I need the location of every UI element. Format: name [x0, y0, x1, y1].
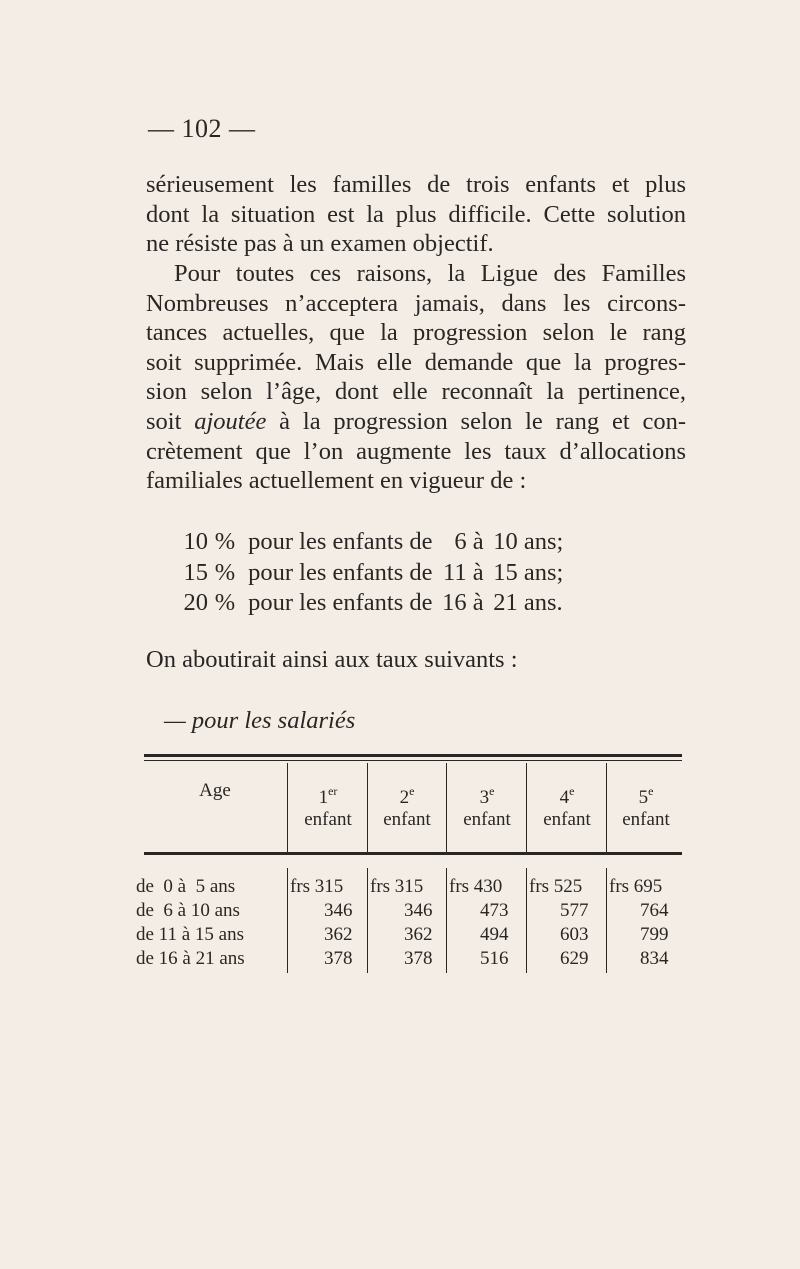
percentage-row [172, 558, 563, 589]
table-cell: 346 [324, 900, 353, 921]
header-sup: e [489, 784, 495, 798]
table-cell: 494 [480, 924, 509, 945]
header-ordinal: 3 [479, 787, 490, 808]
age-to: 10 [493, 528, 518, 555]
page-number: — 102 — [148, 114, 256, 143]
table-cell: frs 695 [609, 876, 663, 897]
table-cell: 603 [560, 924, 589, 945]
table-cell: 346 [404, 900, 433, 921]
header-ordinal: 1 [318, 787, 329, 808]
header-sup: e [569, 784, 575, 798]
text-line [146, 407, 686, 437]
header-word: enfant [463, 809, 511, 830]
table-cell: 362 [324, 924, 353, 945]
header-child-5 [606, 780, 686, 831]
text-line: tances actuelles, que la progression selon le rang [146, 319, 686, 347]
table-cell: 764 [640, 900, 669, 921]
row-text: pour les enfants de [248, 589, 433, 616]
percent-sign: % [214, 528, 236, 555]
table-cell: frs 315 [370, 876, 424, 897]
age-to: 15 [493, 558, 518, 586]
header-ordinal: 5 [638, 787, 649, 808]
row-label: de 11 à 15 ans [136, 924, 244, 945]
text-line: Nombreuses n’acceptera jamais, dans les circons- [146, 289, 686, 317]
column-divider [446, 868, 447, 973]
table-cell: 799 [640, 924, 669, 945]
paragraph-2 [146, 259, 686, 496]
header-ordinal: 2 [399, 787, 410, 808]
table-cell: frs 315 [290, 876, 344, 897]
row-end: ans. [523, 589, 563, 616]
text-line: soit supprimée. Mais elle demande que la progres- [146, 348, 686, 376]
row-text: pour les enfants de [248, 528, 433, 555]
header-child-4 [527, 780, 607, 831]
text-line: crètement que l’on augmente les taux d’allocations [146, 437, 686, 465]
row-text: pour les enfants de [248, 558, 433, 586]
header-sup: e [409, 784, 415, 798]
table-cell: 378 [324, 948, 353, 969]
table-cell: frs 430 [449, 876, 503, 897]
table-cell: 378 [404, 948, 433, 969]
table-top-rule [144, 754, 682, 757]
header-sup: er [328, 784, 338, 798]
percentage-row [172, 527, 563, 558]
emphasized-word: ajoutée [194, 407, 267, 435]
header-sup: e [648, 784, 654, 798]
row-label: de 16 à 21 ans [136, 948, 245, 969]
percent-sign: % [214, 589, 236, 616]
percent-value: 20 [183, 589, 208, 616]
table-cell: 516 [480, 948, 509, 969]
percentage-list [172, 527, 563, 619]
percent-value: 15 [183, 558, 208, 586]
table-cell: 577 [560, 900, 589, 921]
header-child-2 [367, 780, 447, 831]
percentage-row [172, 588, 563, 619]
text-line: sérieusement les familles de trois enfants et plus [146, 171, 686, 198]
age-from: 11 [443, 558, 467, 586]
table-cell: 362 [404, 924, 433, 945]
header-child-3 [447, 780, 527, 831]
header-child-1 [288, 780, 368, 831]
table-top-rule-thin [144, 760, 682, 761]
row-end: ans; [523, 558, 564, 586]
column-divider [606, 868, 607, 973]
age-from: 16 [442, 589, 467, 616]
header-word: enfant [543, 809, 591, 830]
text-line: sion selon l’âge, dont elle reconnaît la pertinence, [146, 378, 686, 406]
column-divider [526, 868, 527, 973]
age-to: 21 [493, 589, 518, 616]
table-header-rule [144, 852, 682, 855]
text-line: ne résiste pas à un examen objectif. [146, 230, 494, 258]
header-ordinal: 4 [559, 787, 570, 808]
header-age [160, 780, 270, 802]
age-from: 6 [454, 528, 467, 555]
text-fragment: soit [146, 407, 195, 435]
header-label: Age [199, 780, 231, 801]
percent-value: 10 [183, 528, 208, 555]
column-divider [367, 868, 368, 973]
text-line: dont la situation est la plus difficile. Cette solution [146, 200, 686, 228]
percent-sign: % [214, 558, 236, 586]
table-cell: 834 [640, 948, 669, 969]
text-fragment: à la progression selon le rang et con- [266, 407, 686, 435]
connector: à [472, 528, 484, 555]
column-divider [287, 868, 288, 973]
table-cell: 473 [480, 900, 509, 921]
connector: à [472, 558, 484, 586]
header-word: enfant [622, 809, 670, 830]
header-word: enfant [304, 809, 352, 830]
table-cell: frs 525 [529, 876, 583, 897]
text-line: familiales actuellement en vigueur de : [146, 467, 527, 495]
lead-text: On aboutirait ainsi aux taux suivants : [146, 646, 518, 673]
row-end: ans; [523, 528, 564, 555]
table-cell: 629 [560, 948, 589, 969]
row-label: de 0 à 5 ans [136, 876, 236, 897]
paragraph-1 [146, 170, 686, 259]
connector: à [472, 589, 484, 616]
text-line: Pour toutes ces raisons, la Ligue des Familles [174, 260, 686, 287]
row-label: de 6 à 10 ans [136, 900, 240, 921]
subheading: — pour les salariés [164, 707, 356, 734]
header-word: enfant [383, 809, 431, 830]
